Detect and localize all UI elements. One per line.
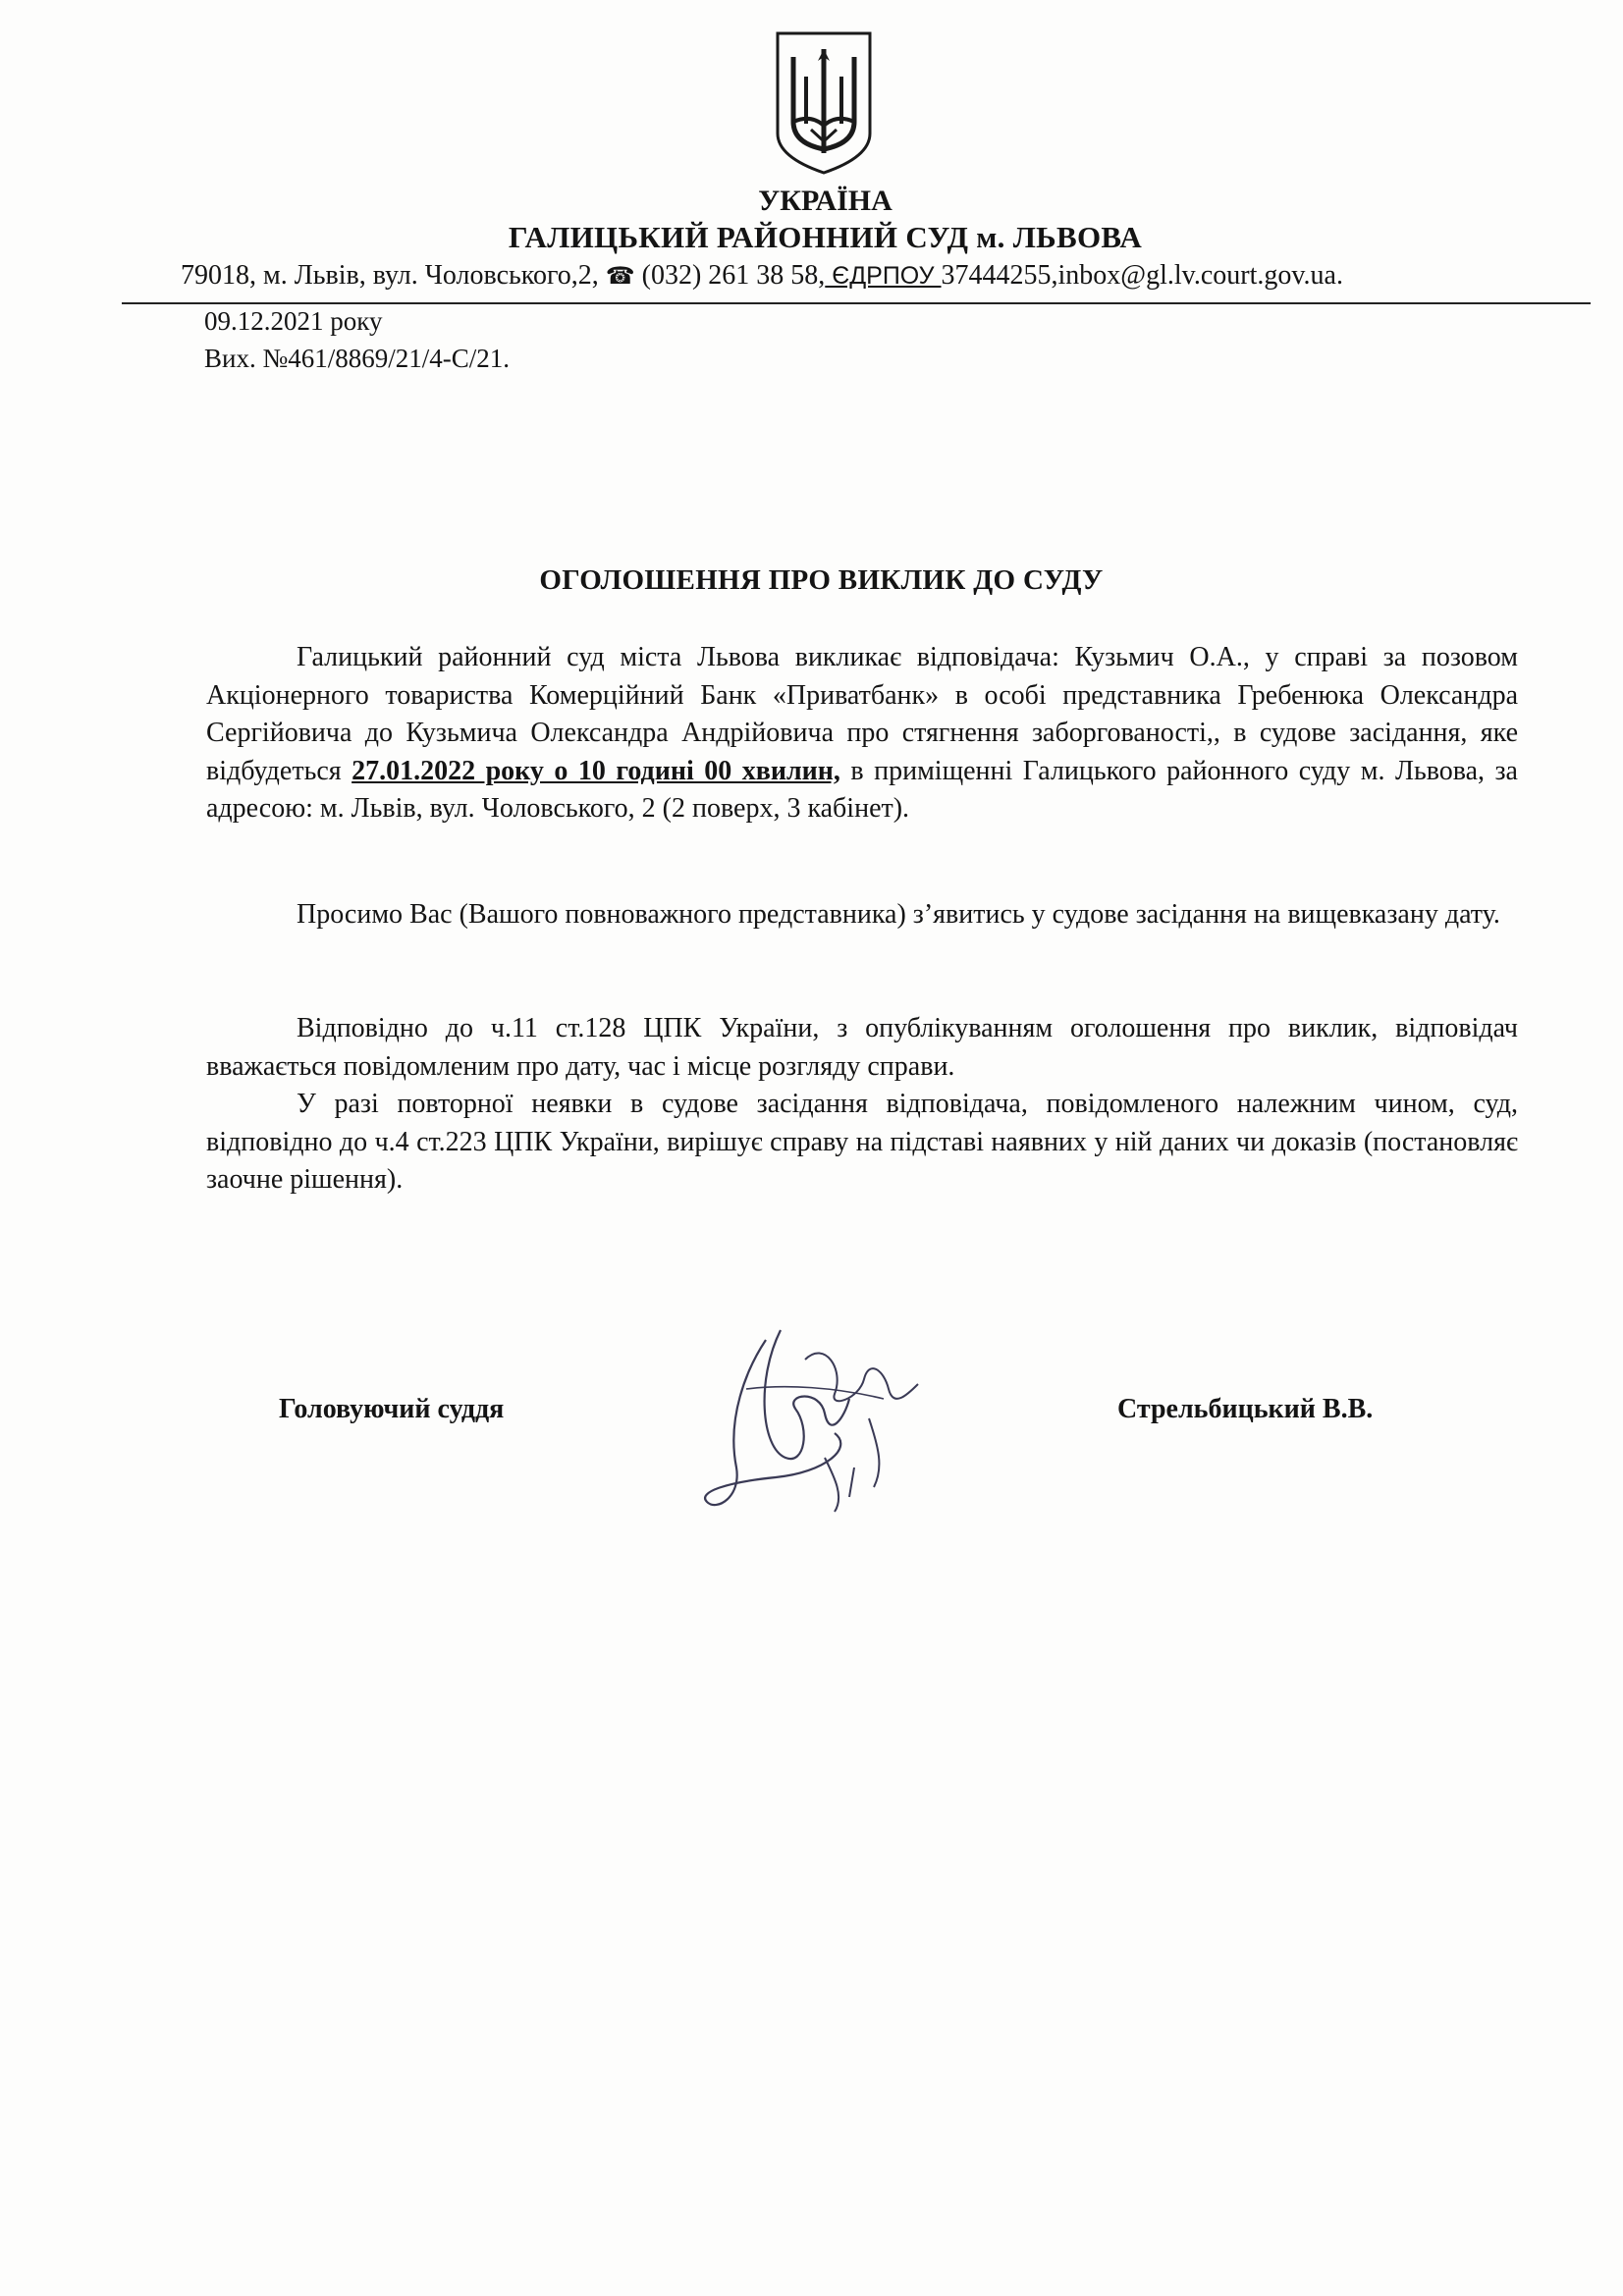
summons-text-start: Галицький районний суд міста Львова викликає відповідача: Кузьмич О.А., у справі за позовом Акціонерного товариства Комерційний Банк «Приватбанк» в особі представника Гребенюка Олександра Сергійовича до Кузьмича Олександра Андрійовича про стягнення заборгованості,, в судове засідання, яке відбудеться [206, 642, 1518, 786]
default-judgment-text: У разі повторної неявки в судове засідання відповідача, повідомленого належним чином, суд, відповідно до ч.4 ст.223 ЦПК України, вирішує справу на підставі наявних у ній даних чи доказів (постановляє заочне рішення). [206, 1089, 1518, 1195]
telephone-icon: ☎ [605, 262, 635, 290]
notice-text: Відповідно до ч.11 ст.128 ЦПК України, з опублікуванням оголошення про виклик, відповідач вважається повідомленим про дату, час і місце розгляду справи. [206, 1013, 1518, 1082]
country-heading: УКРАЇНА [758, 185, 893, 217]
summons-text-end: в приміщенні Галицького районного суду м. Львова, за адресою: м. Львів, вул. Чоловського, 2 (2 поверх, 3 кабінет). [206, 755, 1518, 824]
court-address [181, 260, 1343, 292]
address-text: 79018, м. Львів, вул. Чоловського,2, [181, 260, 606, 291]
request-text: Просимо Вас (Вашого повноважного представника) з’явитись у судове засідання на вищевказану дату. [297, 899, 1500, 930]
notice-paragraph [206, 1010, 1518, 1086]
edrpou-label: ЄДРПОУ [825, 262, 942, 290]
header-divider [122, 302, 1591, 304]
document-date: 09.12.2021 року [204, 306, 383, 336]
summons-paragraph [206, 639, 1518, 828]
document-title: ОГОЛОШЕННЯ ПРО ВИКЛИК ДО СУДУ [539, 564, 1104, 596]
phone-number: (032) 261 38 58, [641, 260, 826, 291]
outgoing-number: Вих. №461/8869/21/4-С/21. [204, 344, 510, 373]
signatory-role: Головуючий суддя [279, 1394, 505, 1424]
handwritten-signature [687, 1301, 933, 1526]
default-judgment-paragraph [206, 1086, 1518, 1200]
coat-of-arms-icon [772, 27, 876, 177]
edrpou-and-email: 37444255,inbox@gl.lv.court.gov.ua. [941, 260, 1343, 291]
signatory-name: Стрельбицький В.В. [1117, 1394, 1374, 1424]
hearing-datetime: 27.01.2022 року о 10 годині 00 хвилин, [352, 755, 840, 786]
request-paragraph [206, 896, 1518, 934]
court-heading: ГАЛИЦЬКИЙ РАЙОННИЙ СУД м. ЛЬВОВА [508, 220, 1143, 254]
